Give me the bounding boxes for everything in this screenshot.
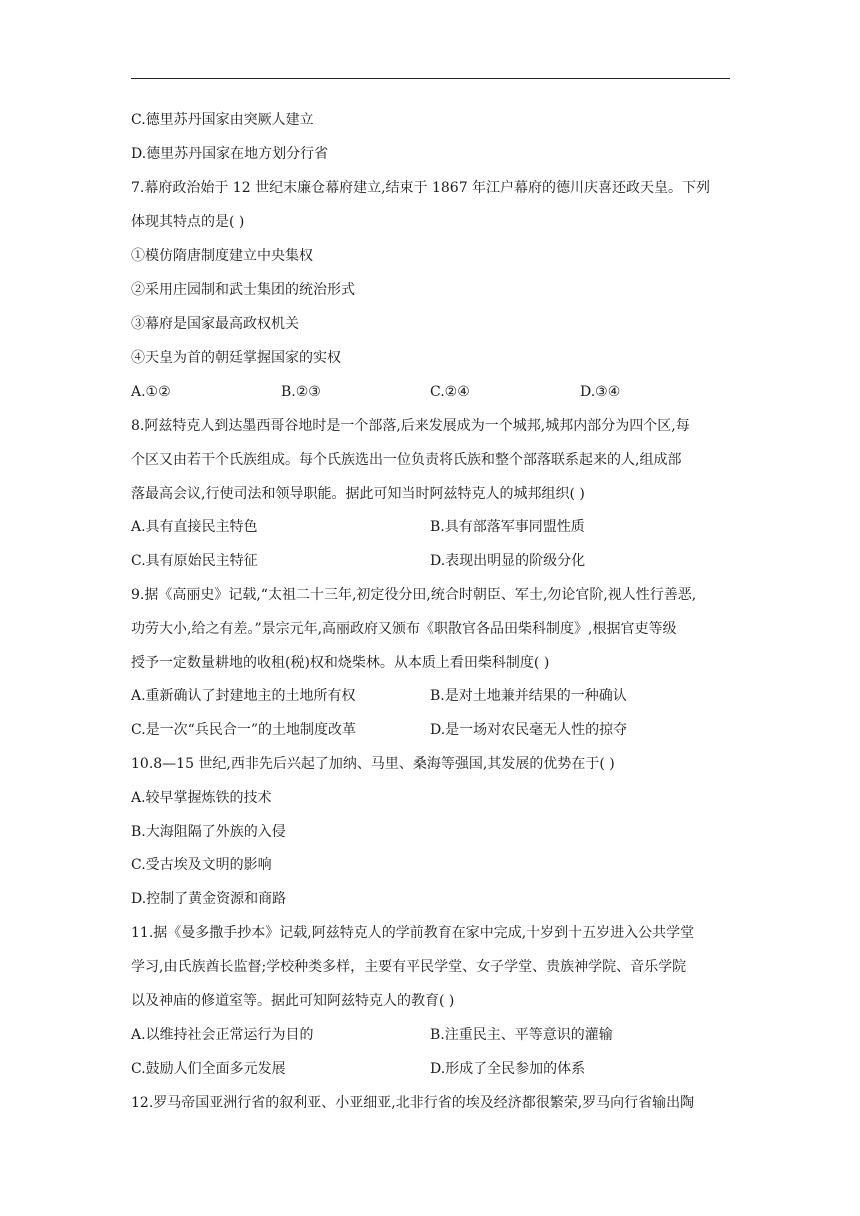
q8-stem-line-2: 个区又由若干个氏族组成。每个氏族选出一位负责将氏族和整个部落联系起来的人,组成部	[131, 452, 682, 468]
q8-option-c: C.具有原始民主特征	[131, 553, 258, 569]
q9-stem-line-3: 授予一定数量耕地的收租(税)权和烧柴林。从本质上看田柴科制度( )	[131, 655, 550, 671]
q11-stem-line-1: 11.据《曼多撒手抄本》记载,阿兹特克人的学前教育在家中完成,十岁到十五岁进入公共学堂	[131, 925, 695, 941]
q11-option-d: D.形成了全民参加的体系	[430, 1061, 586, 1077]
q6-option-c: C.德里苏丹国家由突厥人建立	[131, 112, 314, 128]
q11-stem-line-3: 以及神庙的修道室等。据此可知阿兹特克人的教育( )	[131, 993, 455, 1009]
q7-option-c: C.②④	[430, 384, 470, 400]
q9-option-c: C.是一次“兵民合一”的土地制度改革	[131, 722, 356, 738]
q7-option-d: D.③④	[580, 384, 621, 400]
q8-option-b: B.具有部落军事同盟性质	[430, 519, 585, 535]
q9-stem-line-2: 功劳大小,给之有差。”景宗元年,高丽政府又颁布《职散官各品田柴科制度》,根据官吏等级	[131, 621, 677, 637]
q7-option-b: B.②③	[281, 384, 321, 400]
q7-item-4: ④天皇为首的朝廷掌握国家的实权	[131, 350, 341, 366]
q7-stem-line-2: 体现其特点的是( )	[131, 214, 245, 230]
q8-stem-line-3: 落最高会议,行使司法和领导职能。据此可知当时阿兹特克人的城邦组织( )	[131, 486, 585, 502]
q10-option-b: B.大海阻隔了外族的入侵	[131, 824, 286, 840]
q9-option-a: A.重新确认了封建地主的土地所有权	[131, 688, 356, 704]
q10-option-a: A.较早掌握炼铁的技术	[131, 790, 272, 806]
q11-option-b: B.注重民主、平等意识的灌输	[430, 1027, 613, 1043]
header-rule	[131, 78, 730, 79]
q8-option-a: A.具有直接民主特色	[131, 519, 258, 535]
q9-option-b: B.是对土地兼并结果的一种确认	[430, 688, 627, 704]
q11-stem-line-2: 学习,由氏族酋长监督;学校种类多样，主要有平民学堂、女子学堂、贵族神学院、音乐学院	[131, 959, 687, 975]
q9-stem-line-1: 9.据《高丽史》记载,“太祖二十三年,初定役分田,统合时朝臣、军士,勿论官阶,视人性行善恶,	[131, 587, 697, 603]
q11-option-c: C.鼓励人们全面多元发展	[131, 1061, 286, 1077]
q10-option-d: D.控制了黄金资源和商路	[131, 891, 287, 907]
q8-option-d: D.表现出明显的阶级分化	[430, 553, 586, 569]
q10-stem-line-1: 10.8—15 世纪,西非先后兴起了加纳、马里、桑海等强国,其发展的优势在于( )	[131, 756, 615, 772]
q7-item-1: ①模仿隋唐制度建立中央集权	[131, 248, 313, 264]
q12-stem-line-1: 12.罗马帝国亚洲行省的叙利亚、小亚细亚,北非行省的埃及经济都很繁荣,罗马向行省输出陶	[131, 1095, 695, 1111]
q9-option-d: D.是一场对农民毫无人性的掠夺	[430, 722, 628, 738]
q7-item-3: ③幕府是国家最高政权机关	[131, 316, 299, 332]
q6-option-d: D.德里苏丹国家在地方划分行省	[131, 146, 329, 162]
q11-option-a: A.以维持社会正常运行为目的	[131, 1027, 314, 1043]
q7-option-a: A.①②	[131, 384, 171, 400]
q8-stem-line-1: 8.阿兹特克人到达墨西哥谷地时是一个部落,后来发展成为一个城邦,城邦内部分为四个区,每	[131, 418, 690, 434]
q7-stem-line-1: 7.幕府政治始于 12 世纪末廉仓幕府建立,结束于 1867 年江户幕府的德川庆喜还政天皇。下列	[131, 180, 711, 196]
q10-option-c: C.受古埃及文明的影响	[131, 857, 272, 873]
q7-item-2: ②采用庄园制和武士集团的统治形式	[131, 282, 355, 298]
